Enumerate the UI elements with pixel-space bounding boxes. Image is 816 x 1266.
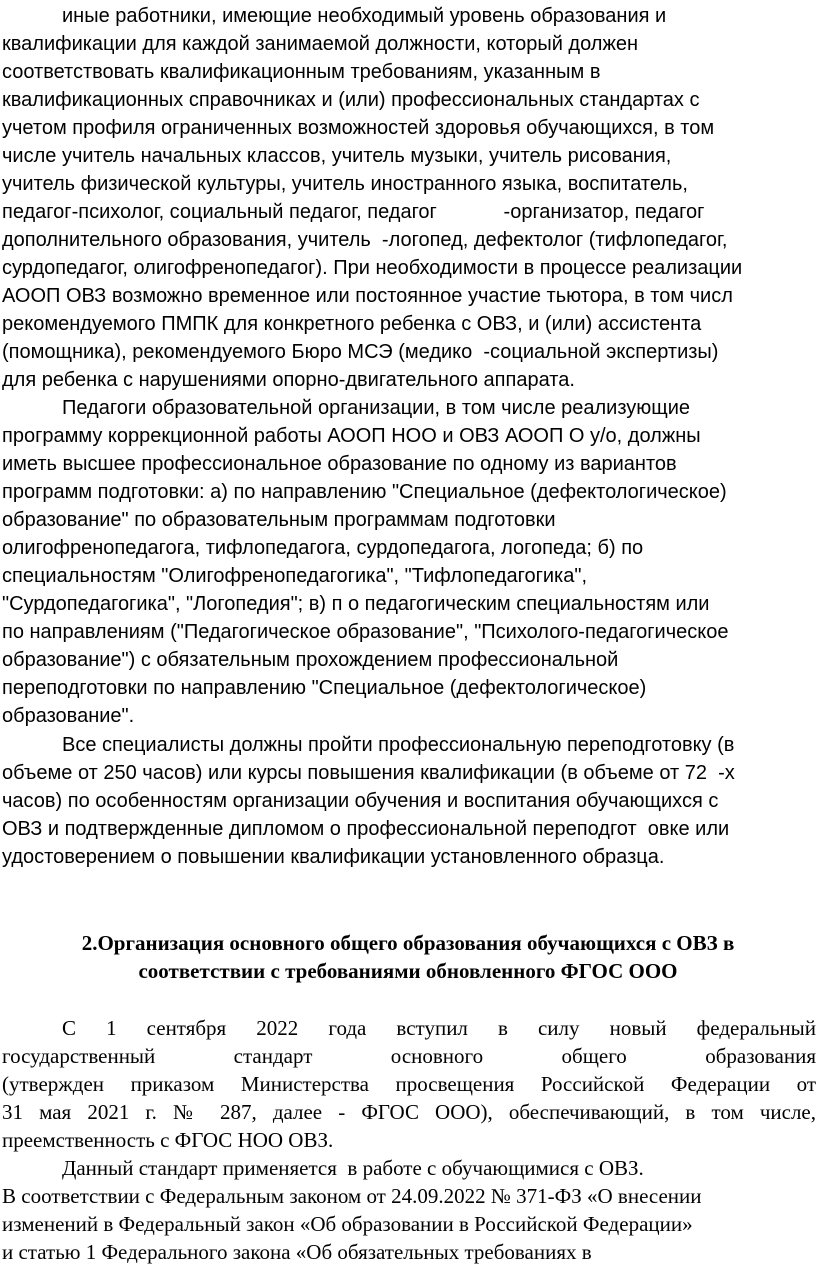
paragraph-1-line: соответствовать квалификационным требованиям, указанным в (2, 61, 601, 83)
paragraph-1-line: дополнительного образования, учитель -логопед, дефектолог (тифлопедагог, (2, 229, 728, 251)
paragraph-2-line: образование". (2, 705, 135, 727)
paragraph-3-line: объеме от 250 часов) или курсы повышения квалификации (в объеме от 72 -х (2, 762, 735, 784)
paragraph-2-line: программ подготовки: а) по направлению "Специальное (дефектологическое) (2, 481, 727, 503)
paragraph-2-line: иметь высшее профессиональное образование по одному из вариантов (2, 453, 677, 475)
paragraph-4-line: преемственность с ФГОС НОО ОВЗ. (2, 1128, 334, 1152)
paragraph-2-line: Педагоги образовательной организации, в том числе реализующие (62, 397, 691, 419)
paragraph-4-line: государственный стандарт основного общего образования (2, 1044, 816, 1068)
paragraph-1-line: (помощника), рекомендуемого Бюро МСЭ (медико -социальной экспертизы) (2, 341, 719, 363)
paragraph-4-line: (утвержден приказом Министерства просвещения Российской Федерации от (2, 1072, 816, 1096)
paragraph-2-line: по направлениям ("Педагогическое образование", "Психолого-педагогическое (2, 621, 729, 643)
paragraph-2-line: олигофренопедагога, тифлопедагога, сурдопедагога, логопеда; б) по (2, 537, 644, 559)
paragraph-2-line: "Сурдопедагогика", "Логопедия"; в) п о педагогическим специальностям или (2, 593, 710, 615)
paragraph-1-line: учетом профиля ограниченных возможностей здоровья обучающихся, в том (2, 117, 715, 139)
paragraph-1-line: квалификации для каждой занимаемой должности, который должен (2, 33, 638, 55)
paragraph-1-line: числе учитель начальных классов, учитель музыки, учитель рисования, (2, 145, 672, 167)
paragraph-1-line: АООП ОВЗ возможно временное или постоянное участие тьютора, в том числ (2, 285, 733, 307)
paragraph-4-line: С 1 сентября 2022 года вступил в силу новый федеральный (62, 1016, 816, 1040)
paragraph-3-line: удостоверением о повышении квалификации установленного образца. (2, 846, 665, 868)
paragraph-2-line: программу коррекционной работы АООП НОО и ОВЗ АООП О у/о, должны (2, 425, 701, 447)
paragraph-3-line: Все специалисты должны пройти профессиональную переподготовку (в (62, 734, 735, 756)
paragraph-6-line: изменений в Федеральный закон «Об образовании в Российской Федерации» (2, 1212, 693, 1236)
paragraph-1-line: учитель физической культуры, учитель иностранного языка, воспитатель, (2, 173, 688, 195)
section-heading-line-2: соответствии с требованиями обновленного ФГОС ООО (138, 959, 678, 983)
paragraph-2-line: образование") с обязательным прохождением профессиональной (2, 649, 619, 671)
paragraph-2-line: специальностям "Олигофренопедагогика", "Тифлопедагогика", (2, 565, 588, 587)
paragraph-6-line: и статью 1 Федерального закона «Об обязательных требованиях в (2, 1240, 592, 1264)
paragraph-5-line: Данный стандарт применяется в работе с обучающимися с ОВЗ. (62, 1156, 644, 1180)
paragraph-2-line: переподготовки по направлению "Специальное (дефектологическое) (2, 677, 647, 699)
paragraph-1-line: для ребенка с нарушениями опорно-двигательного аппарата. (2, 369, 575, 391)
paragraph-1-line: рекомендуемого ПМПК для конкретного ребенка с ОВЗ, и (или) ассистента (2, 313, 702, 335)
section-heading-line-1: 2.Организация основного общего образования обучающихся с ОВЗ в (81, 931, 735, 955)
paragraph-1-line: квалификационных справочниках и (или) профессиональных стандартах с (2, 89, 700, 111)
paragraph-1-line: иные работники, имеющие необходимый уровень образования и (62, 5, 667, 27)
paragraph-1-line: сурдопедагог, олигофренопедагог). При необходимости в процессе реализации (2, 257, 743, 279)
paragraph-2-line: образование" по образовательным программам подготовки (2, 509, 556, 531)
paragraph-6-line: В соответствии с Федеральным законом от 24.09.2022 № 371-ФЗ «О внесении (2, 1184, 702, 1208)
paragraph-3-line: ОВЗ и подтвержденные дипломом о профессиональной переподгот овке или (2, 818, 730, 840)
paragraph-1-line: педагог-психолог, социальный педагог, педагог -организатор, педагог (2, 201, 705, 223)
paragraph-4-line: 31 мая 2021 г. № 287, далее - ФГОС ООО), обеспечивающий, в том числе, (2, 1100, 816, 1124)
paragraph-3-line: часов) по особенностям организации обучения и воспитания обучающихся с (2, 790, 719, 812)
